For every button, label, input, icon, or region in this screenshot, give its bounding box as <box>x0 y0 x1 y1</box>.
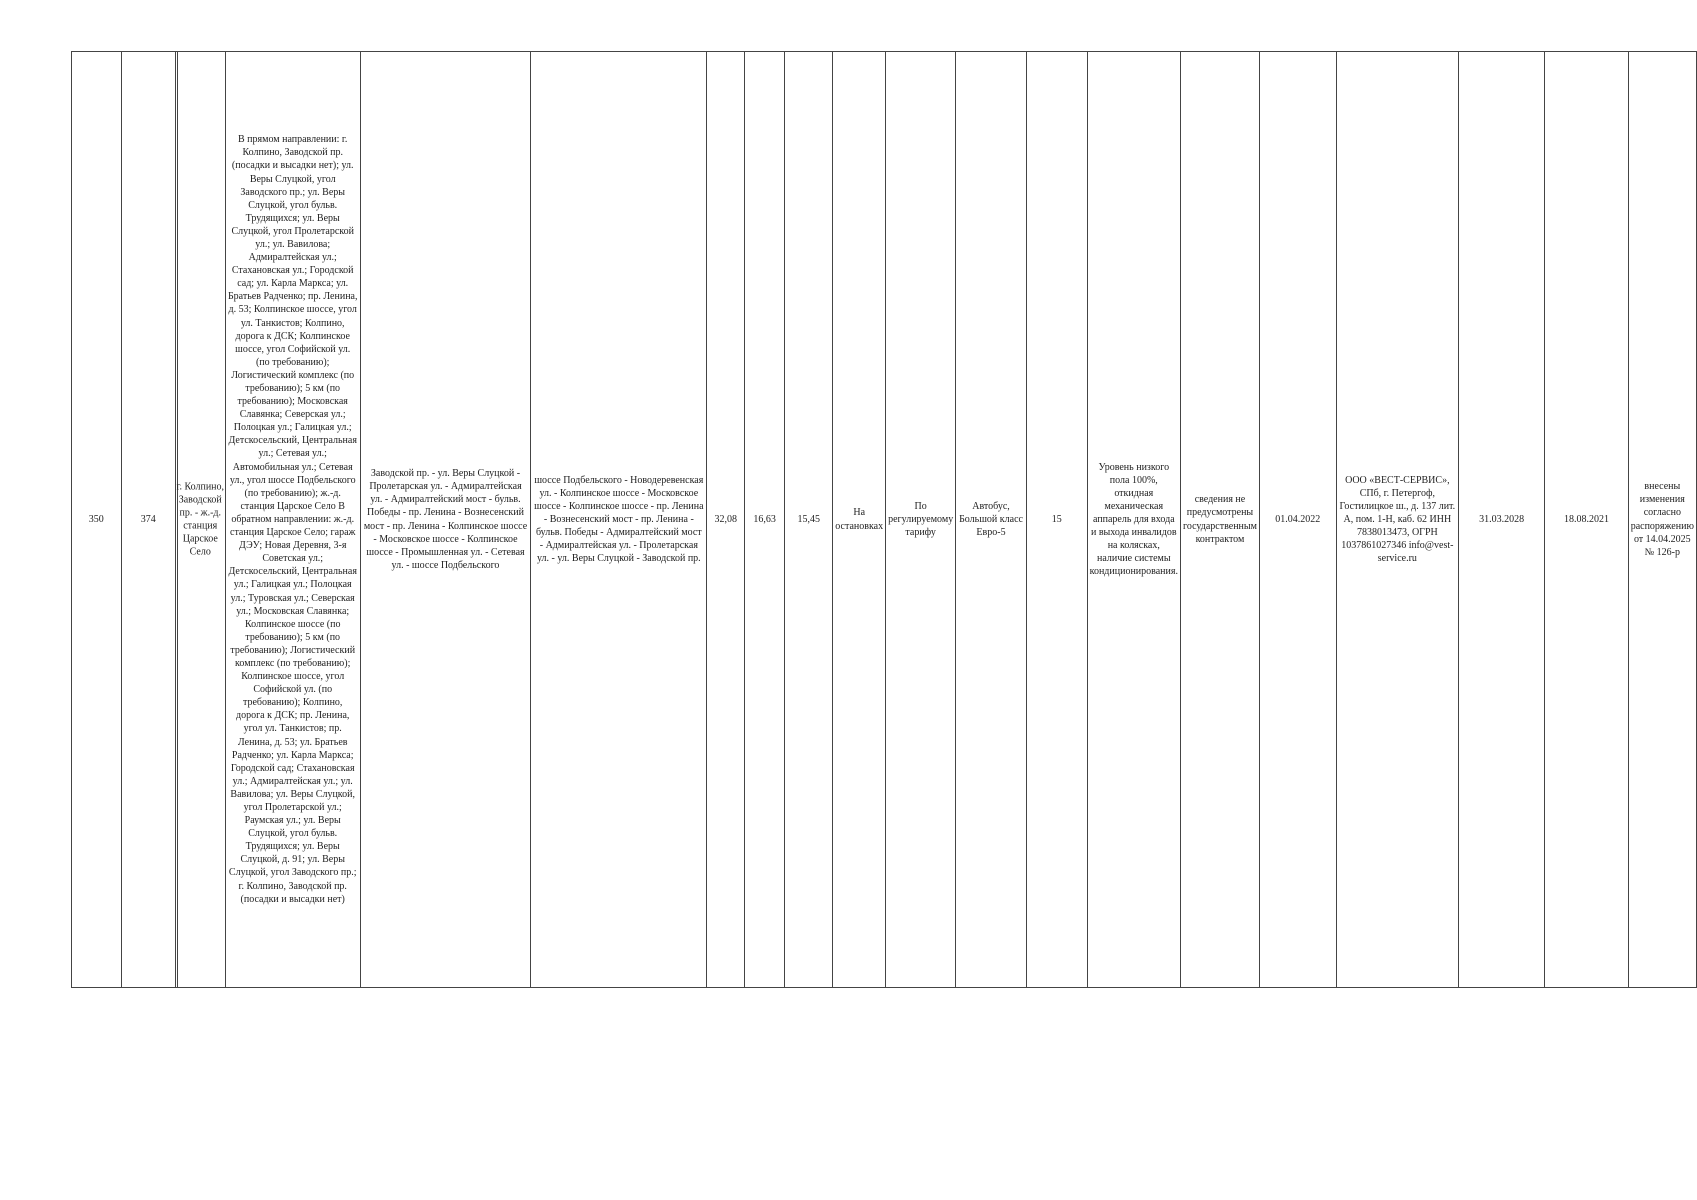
streets-backward-cell: шоссе Подбельского - Новодеревенская ул. - Колпинское шоссе - Московское шоссе - Колпинское шоссе - пр. Ленина - Вознесенский мост - пр. Ленина - бульв. Победы - Адмиралтейский мост - Адмиралтейская ул. - Пролетарская ул. - ул. Веры Слуцкой - Заводской пр. <box>531 52 707 988</box>
stops-cell: В прямом направлении: г. Колпино, Заводской пр. (посадки и высадки нет); ул. Веры Слуцкой, угол Заводского пр.; ул. Веры Слуцкой, угол бульв. Трудящихся; ул. Веры Слуцкой, угол Пролетарской ул.; ул. Вавилова; Адмиралтейская ул.; Стахановская ул.; Городской сад; ул. Карла Маркса; ул. Братьев Радченко; пр. Ленина, д. 53; Колпинское шоссе, угол ул. Танкистов; Колпино, дорога к ДСК; Колпинское шоссе, угол Софийской ул. (по требованию); Логистический комплекс (по требованию); 5 км (по требованию); Московская Славянка; Северская ул.; Полоцкая ул.; Галицкая ул.; Детскосельский, Центральная ул.; Сетевая ул.; Автомобильная ул.; Сетевая ул., угол шоссе Подбельского (по требованию); ж.-д. станция Царское Село В обратном направлении: ж.-д. станция Царское Село; гараж ДЭУ; Новая Деревня, 3-я Советская ул.; Детскосельский, Центральная ул.; Галицкая ул.; Полоцкая ул.; Туровская ул.; Северская ул.; Московская Славянка; Колпинское шоссе (по требованию); 5 км (по требованию); Логистический комплекс (по требованию); Колпинское шоссе, угол Софийской ул. (по требованию); Колпино, дорога к ДСК; пр. Ленина, угол ул. Танкистов; пр. Ленина, д. 53; ул. Братьев Радченко; ул. Карла Маркса; Городской сад; Стахановская ул.; Адмиралтейская ул.; ул. Вавилова; ул. Веры Слуцкой, угол Пролетарской ул.; Раумская ул.; ул. Веры Слуцкой, угол бульв. Трудящихся; ул. Веры Слуцкой, д. 91; ул. Веры Слуцкой, угол Заводского пр.; г. Колпино, Заводской пр. (посадки и высадки нет) <box>225 52 360 988</box>
reg-number-cell: 350 <box>72 52 122 988</box>
end-date-cell: 31.03.2028 <box>1459 52 1545 988</box>
length-total-cell: 15,45 <box>785 52 833 988</box>
route-name-text: г. Колпино, Заводской пр. - ж.-д. станция Царское Село <box>176 481 225 558</box>
note-cell: внесены изменения согласно распоряжению от 14.04.2025 № 126-р <box>1628 52 1696 988</box>
route-number-cell: 374 <box>121 52 175 988</box>
carrier-cell: ООО «ВЕСТ-СЕРВИС», СПб, г. Петергоф, Гостилицкое ш., д. 137 лит. А, пом. 1-Н, каб. 62 ИНН 7838013473, ОГРН 1037861027346 info@vest-service.ru <box>1336 52 1458 988</box>
vehicle-count-cell: 15 <box>1026 52 1087 988</box>
characteristics-cell: Уровень низкого пола 100%, откидная механическая аппарель для входа и выхода инвалидов на колясках, наличие системы кондиционирования. <box>1087 52 1180 988</box>
route-name-cell <box>175 52 225 988</box>
length-forward-cell: 32,08 <box>707 52 745 988</box>
table-row <box>72 52 1697 988</box>
change-date-cell: 18.08.2021 <box>1545 52 1628 988</box>
streets-forward-cell: Заводской пр. - ул. Веры Слуцкой - Пролетарская ул. - Адмиралтейская ул. - Адмиралтейский мост - бульв. Победы - пр. Ленина - Вознесенский мост - пр. Ленина - Колпинское шоссе - Московское шоссе - Колпинское шоссе - Промышленная ул. - Сетевая ул. - шоссе Подбельского <box>360 52 530 988</box>
tariff-cell: По регулируемому тарифу <box>886 52 956 988</box>
length-backward-cell: 16,63 <box>744 52 784 988</box>
stop-mode-cell: На остановках <box>833 52 886 988</box>
route-register-table <box>71 51 1697 988</box>
contract-info-cell: сведения не предусмотрены государственным контрактом <box>1180 52 1259 988</box>
start-date-cell: 01.04.2022 <box>1259 52 1336 988</box>
vehicle-cell: Автобус, Большой класс Евро-5 <box>956 52 1027 988</box>
